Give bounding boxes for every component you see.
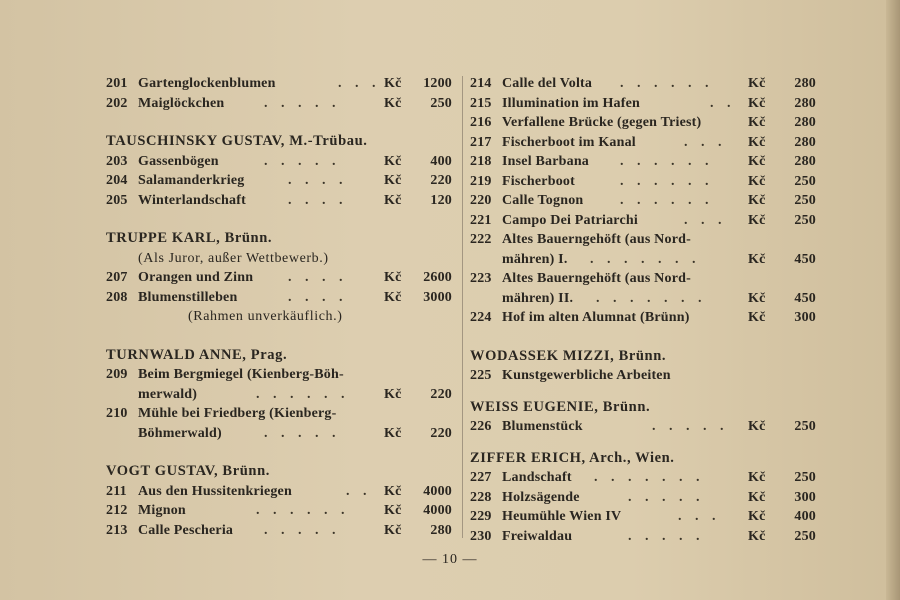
artist-heading: TAUSCHINSKY GUSTAV, M.-Trübau. xyxy=(106,133,368,149)
entry-number: 218 xyxy=(470,154,492,169)
entry-price: 450 xyxy=(794,290,816,306)
dot-leader: . . . . . xyxy=(652,419,729,434)
entry-number: 226 xyxy=(470,419,492,434)
entry-title: Calle Pescheria xyxy=(138,522,234,538)
entry-price: 3000 xyxy=(423,289,452,305)
right-column xyxy=(470,74,818,546)
entry-number: 211 xyxy=(106,483,127,499)
entry-title: Insel Barbana xyxy=(502,154,590,169)
page-edge xyxy=(886,0,900,600)
entry-price: 400 xyxy=(430,153,452,169)
entry-title: Campo Dei Patriarchi xyxy=(502,212,638,228)
entry-continuation xyxy=(470,289,818,309)
entry-currency: Kč xyxy=(748,154,766,169)
entry-number: 216 xyxy=(470,115,492,130)
dot-leader: . . . . . . xyxy=(620,173,714,189)
entry-price: 400 xyxy=(794,509,816,524)
entry-number: 201 xyxy=(106,76,128,91)
catalog-entry xyxy=(106,191,456,211)
entry-number: 217 xyxy=(470,134,492,150)
dot-leader: . . . . . . xyxy=(620,76,714,91)
entry-title: Calle del Volta xyxy=(502,76,593,91)
catalog-entry xyxy=(106,152,456,172)
dot-leader: . . . . . xyxy=(264,153,341,169)
entry-title: Holzsägende xyxy=(502,489,580,505)
entry-title-cont: mähren) I. xyxy=(502,251,568,267)
entry-title: Fischerboot im Kanal xyxy=(502,134,636,150)
entry-title: Hof im alten Alumnat (Brünn) xyxy=(502,310,690,325)
catalog-entry xyxy=(106,404,456,424)
entry-price: 250 xyxy=(794,528,816,544)
entry-currency: Kč xyxy=(748,134,766,150)
entry-title: Beim Bergmiegel (Kienberg-Böh- xyxy=(138,367,344,382)
entry-number: 230 xyxy=(470,528,492,544)
entry-number: 208 xyxy=(106,289,128,305)
catalog-entry xyxy=(470,133,818,153)
entry-currency: Kč xyxy=(384,386,402,402)
catalog-entry xyxy=(470,527,818,547)
catalog-entry xyxy=(106,94,456,114)
catalog-entry xyxy=(470,468,818,488)
entry-number: 202 xyxy=(106,95,128,111)
entry-currency: Kč xyxy=(748,95,766,111)
left-column xyxy=(106,74,456,540)
entry-number: 228 xyxy=(470,489,492,505)
dot-leader: . . . . . xyxy=(628,489,705,505)
entry-price: 4000 xyxy=(423,483,452,499)
entry-title: Calle Tognon xyxy=(502,193,584,208)
entry-title: Gassenbögen xyxy=(138,153,219,169)
entry-title: Illumination im Hafen xyxy=(502,95,640,111)
dot-leader: . . xyxy=(346,483,372,499)
artist-heading: TRUPPE KARL, Brünn. xyxy=(106,230,273,246)
catalog-entry xyxy=(106,268,456,288)
column-divider xyxy=(462,76,463,538)
entry-currency: Kč xyxy=(748,489,766,505)
dot-leader: . . . xyxy=(678,509,721,524)
entry-price: 280 xyxy=(794,134,816,150)
catalog-entry xyxy=(470,74,818,94)
entry-number: 224 xyxy=(470,310,492,325)
entry-number: 209 xyxy=(106,367,128,382)
entry-title: Freiwaldau xyxy=(502,528,573,544)
entry-currency: Kč xyxy=(384,153,402,169)
entry-currency: Kč xyxy=(748,76,766,91)
entry-title-cont: Böhmerwald) xyxy=(138,425,222,441)
dot-leader: . . . . . . . xyxy=(590,251,701,267)
dot-leader: . . . . . xyxy=(628,528,705,544)
entry-number: 214 xyxy=(470,76,492,91)
entry-price: 280 xyxy=(794,115,816,130)
entry-number: 222 xyxy=(470,232,492,247)
dot-leader: . . . . xyxy=(288,173,348,188)
artist-heading: TURNWALD ANNE, Prag. xyxy=(106,346,288,363)
entry-currency: Kč xyxy=(384,173,402,188)
entry-number: 210 xyxy=(106,406,128,421)
entry-number: 229 xyxy=(470,509,492,524)
entry-title-cont: mähren) II. xyxy=(502,290,574,306)
entry-title-cont: merwald) xyxy=(138,386,198,402)
entry-number: 213 xyxy=(106,522,128,538)
catalog-entry xyxy=(106,365,456,385)
entry-title: Mignon xyxy=(138,503,186,518)
entry-currency: Kč xyxy=(748,528,766,544)
artist-heading: WEISS EUGENIE, Brünn. xyxy=(470,398,651,415)
dot-leader: . . . . xyxy=(288,289,348,305)
dot-leader: . . . xyxy=(338,76,381,91)
entry-currency: Kč xyxy=(748,419,766,434)
catalog-entry xyxy=(470,230,818,250)
entry-price: 250 xyxy=(794,419,816,434)
entry-currency: Kč xyxy=(384,95,402,111)
entry-currency: Kč xyxy=(748,251,766,267)
entry-title: Blumenstück xyxy=(502,419,583,434)
dot-leader: . . . . . xyxy=(264,95,341,111)
entry-currency: Kč xyxy=(748,212,766,228)
entry-title: Blumenstilleben xyxy=(138,289,238,305)
entry-title: Altes Bauerngehöft (aus Nord- xyxy=(502,232,691,247)
entry-currency: Kč xyxy=(748,173,766,189)
dot-leader: . . . . . . xyxy=(620,154,714,169)
entry-note: (Rahmen unverkäuflich.) xyxy=(188,309,343,324)
dot-leader: . . . . xyxy=(288,192,348,208)
entry-price: 300 xyxy=(794,310,816,325)
entry-number: 203 xyxy=(106,153,128,169)
entry-price: 300 xyxy=(794,489,816,505)
catalog-entry xyxy=(470,308,818,328)
dot-leader: . . . . . . xyxy=(620,193,714,208)
page-number: — 10 — xyxy=(422,552,478,567)
entry-price: 250 xyxy=(794,193,816,208)
entry-price: 120 xyxy=(430,192,452,208)
entry-price: 450 xyxy=(794,251,816,267)
entry-currency: Kč xyxy=(384,76,402,91)
entry-price: 280 xyxy=(794,76,816,91)
entry-continuation xyxy=(470,250,818,270)
entry-currency: Kč xyxy=(384,503,402,518)
entry-number: 221 xyxy=(470,212,492,228)
entry-continuation xyxy=(106,424,456,444)
catalog-entry xyxy=(106,171,456,191)
catalog-entry xyxy=(470,417,818,437)
dot-leader: . . . . . . . xyxy=(594,470,705,485)
entry-title: Winterlandschaft xyxy=(138,192,246,208)
entry-price: 250 xyxy=(430,95,452,111)
entry-currency: Kč xyxy=(384,270,402,285)
entry-number: 225 xyxy=(470,368,492,383)
entry-currency: Kč xyxy=(748,193,766,208)
catalog-entry xyxy=(106,288,456,308)
entry-price: 220 xyxy=(430,386,452,402)
dot-leader: . . . xyxy=(684,134,727,150)
entry-currency: Kč xyxy=(384,192,402,208)
entry-price: 280 xyxy=(794,95,816,111)
catalog-entry xyxy=(470,152,818,172)
entry-price: 220 xyxy=(430,425,452,441)
entry-title: Kunstgewerbliche Arbeiten xyxy=(502,368,671,383)
entry-title: Heumühle Wien IV xyxy=(502,509,622,524)
catalog-entry xyxy=(470,94,818,114)
entry-price: 250 xyxy=(794,212,816,228)
entry-price: 280 xyxy=(430,522,452,538)
entry-currency: Kč xyxy=(748,470,766,485)
entry-price: 220 xyxy=(430,173,452,188)
entry-title: Gartenglockenblumen xyxy=(138,76,276,91)
artist-heading: ZIFFER ERICH, Arch., Wien. xyxy=(470,449,675,466)
catalog-entry xyxy=(470,269,818,289)
dot-leader: . . . . . . xyxy=(256,503,350,518)
artist-heading: VOGT GUSTAV, Brünn. xyxy=(106,463,270,479)
catalog-entry xyxy=(470,507,818,527)
catalog-entry xyxy=(106,482,456,502)
catalog-entry xyxy=(106,74,456,94)
artist-heading: WODASSEK MIZZI, Brünn. xyxy=(470,347,667,364)
entry-title: Aus den Hussitenkriegen xyxy=(138,483,292,499)
catalog-entry xyxy=(106,501,456,521)
entry-price: 4000 xyxy=(423,503,452,518)
entry-number: 220 xyxy=(470,193,492,208)
entry-currency: Kč xyxy=(748,509,766,524)
entry-number: 215 xyxy=(470,95,492,111)
entry-currency: Kč xyxy=(748,290,766,306)
entry-price: 250 xyxy=(794,173,816,189)
entry-currency: Kč xyxy=(384,483,402,499)
entry-price: 1200 xyxy=(423,76,452,91)
entry-note: (Als Juror, außer Wettbewerb.) xyxy=(138,250,329,266)
entry-currency: Kč xyxy=(384,425,402,441)
dot-leader: . . xyxy=(710,95,736,111)
entry-number: 207 xyxy=(106,270,128,285)
catalog-entry xyxy=(470,211,818,231)
entry-currency: Kč xyxy=(384,289,402,305)
entry-title: Orangen und Zinn xyxy=(138,270,254,285)
entry-currency: Kč xyxy=(748,310,766,325)
entry-price: 2600 xyxy=(423,270,452,285)
entry-number: 223 xyxy=(470,271,492,286)
dot-leader: . . . . . xyxy=(264,425,341,441)
entry-number: 205 xyxy=(106,192,128,208)
entry-title: Mühle bei Friedberg (Kienberg- xyxy=(138,406,337,421)
dot-leader: . . . xyxy=(684,212,727,228)
entry-title: Altes Bauerngehöft (aus Nord- xyxy=(502,271,691,286)
entry-number: 219 xyxy=(470,173,492,189)
catalog-entry xyxy=(470,113,818,133)
dot-leader: . . . . . . . xyxy=(596,290,707,306)
catalog-entry xyxy=(470,366,818,386)
entry-number: 204 xyxy=(106,173,128,188)
catalog-entry xyxy=(470,191,818,211)
entry-title: Verfallene Brücke (gegen Triest) xyxy=(502,115,702,130)
dot-leader: . . . . xyxy=(288,270,348,285)
entry-title: Salamanderkrieg xyxy=(138,173,245,188)
entry-number: 227 xyxy=(470,470,492,485)
entry-title: Maiglöckchen xyxy=(138,95,225,111)
catalog-entry xyxy=(470,172,818,192)
entry-continuation xyxy=(106,385,456,405)
entry-currency: Kč xyxy=(384,522,402,538)
entry-number: 212 xyxy=(106,503,128,518)
dot-leader: . . . . . . xyxy=(256,386,350,402)
dot-leader: . . . . . xyxy=(264,522,341,538)
entry-price: 250 xyxy=(794,470,816,485)
catalog-entry xyxy=(106,521,456,541)
entry-price: 280 xyxy=(794,154,816,169)
catalog-entry xyxy=(470,488,818,508)
entry-title: Landschaft xyxy=(502,470,572,485)
entry-title: Fischerboot xyxy=(502,173,575,189)
entry-currency: Kč xyxy=(748,115,766,130)
